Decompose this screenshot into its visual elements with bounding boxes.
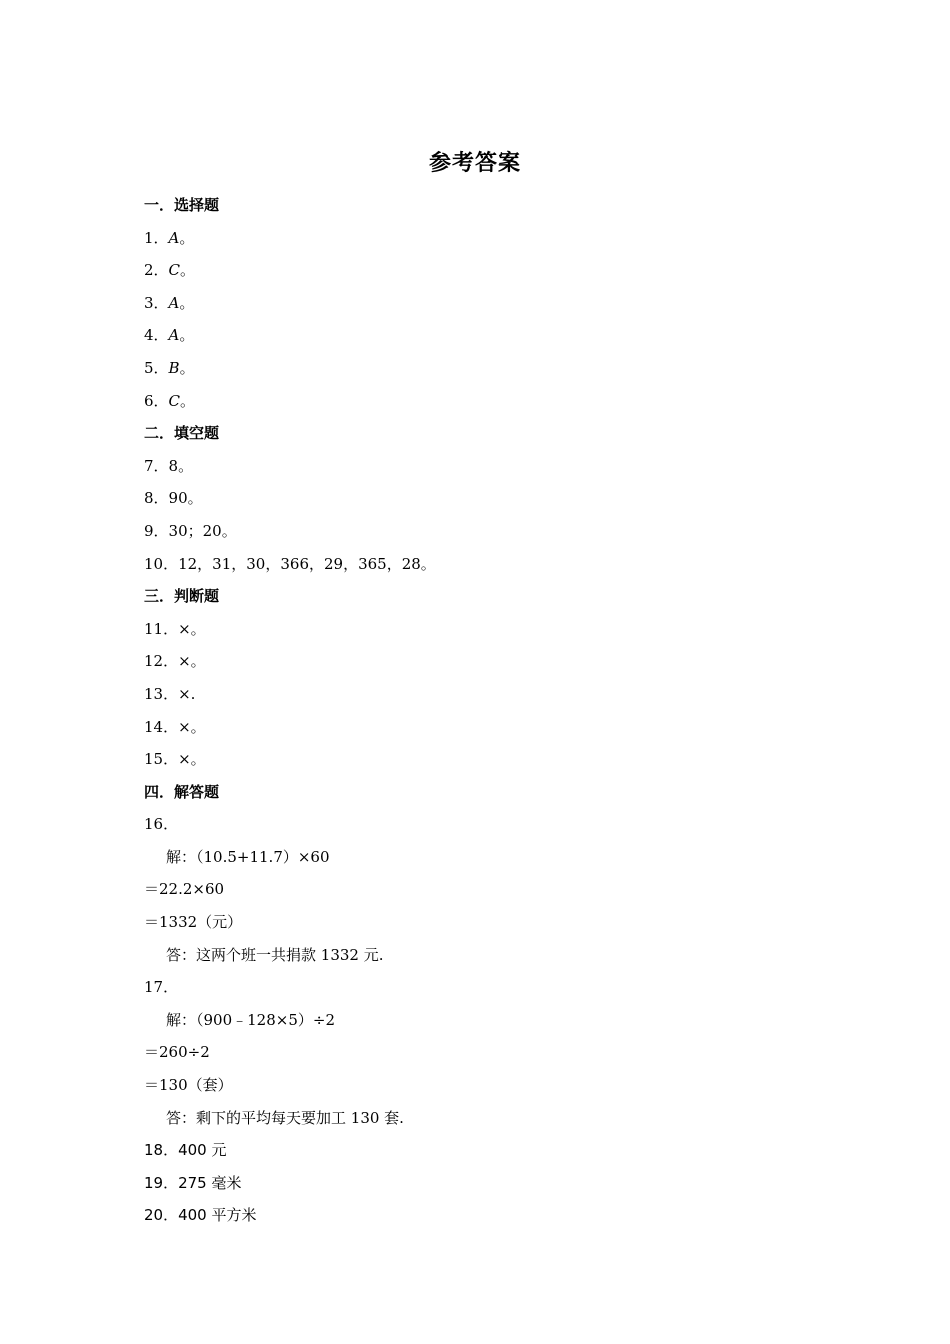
answer-item: 11．×。 bbox=[144, 619, 206, 638]
answer-item: 7．8。 bbox=[144, 456, 194, 475]
solution-line: ＝1332（元） bbox=[144, 913, 243, 932]
answer-item: 15．×。 bbox=[144, 750, 206, 769]
answer-item: 13．×. bbox=[144, 684, 196, 703]
answer-item: 3．A。 bbox=[144, 293, 195, 312]
answer-item: 18．400 元 bbox=[144, 1141, 227, 1160]
solution-line: ＝22.2×60 bbox=[144, 880, 225, 899]
section-heading-word-problems: 四．解答题 bbox=[144, 782, 220, 801]
question-number: 16． bbox=[144, 815, 179, 834]
answer-item: 19．275 毫米 bbox=[144, 1173, 242, 1192]
section-heading-choice: 一．选择题 bbox=[144, 196, 220, 214]
answer-item: 10．12，31，30，366，29，365，28。 bbox=[144, 554, 436, 573]
answer-item: 20．400 平方米 bbox=[144, 1206, 257, 1225]
question-number: 17． bbox=[144, 978, 179, 997]
solution-line: 解：（900﹣128×5）÷2 bbox=[166, 1010, 335, 1029]
answer-item: 5．B。 bbox=[144, 358, 195, 377]
page-title: 参考答案 bbox=[428, 151, 521, 176]
answer-content bbox=[144, 189, 844, 1232]
solution-line: ＝130（套） bbox=[144, 1076, 233, 1095]
answer-item: 9．30；20。 bbox=[144, 521, 237, 540]
solution-line: 解：（10.5+11.7）×60 bbox=[166, 847, 330, 866]
answer-item: 2．C。 bbox=[144, 261, 196, 280]
answer-item: 6．C。 bbox=[144, 391, 196, 410]
solution-answer: 答：剩下的平均每天要加工 130 套. bbox=[166, 1108, 404, 1127]
answer-item: 12．×。 bbox=[144, 652, 206, 671]
answer-item: 8．90。 bbox=[144, 489, 203, 508]
answer-item: 1．A。 bbox=[144, 228, 195, 247]
solution-line: ＝260÷2 bbox=[144, 1043, 210, 1062]
section-heading-true-false: 三．判断题 bbox=[144, 587, 220, 606]
answer-item: 4．A。 bbox=[144, 326, 195, 345]
solution-answer: 答：这两个班一共捐款 1332 元. bbox=[166, 945, 384, 964]
answer-item: 14．×。 bbox=[144, 717, 206, 736]
section-heading-fill-blank: 二．填空题 bbox=[144, 424, 220, 443]
